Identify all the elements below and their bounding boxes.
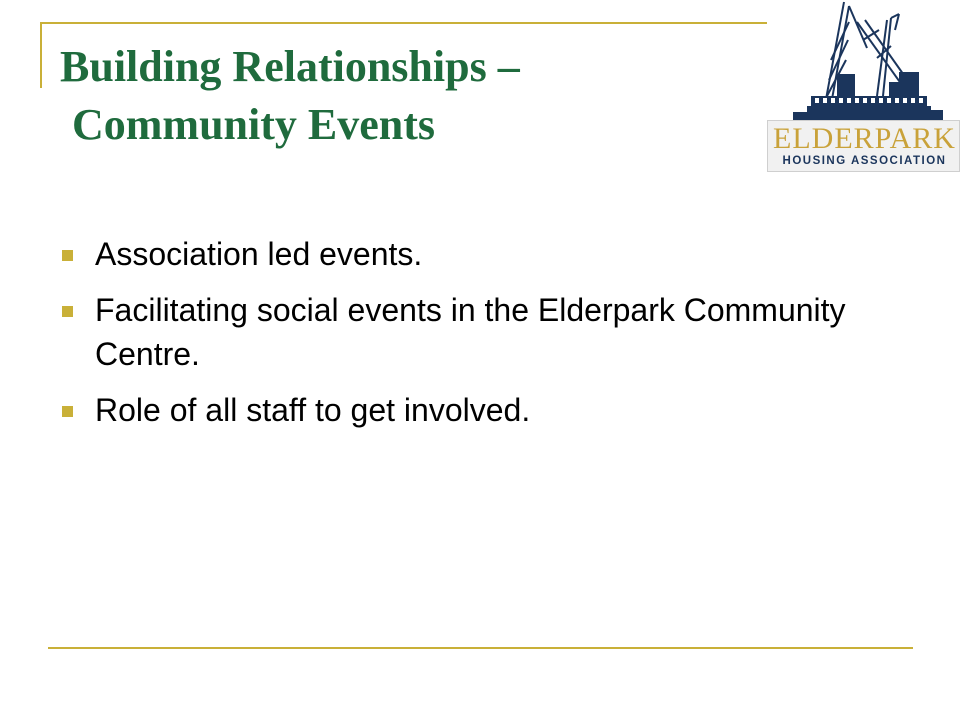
bullet-text: Facilitating social events in the Elderpark Community Centre. — [95, 292, 846, 372]
logo-subtitle: HOUSING ASSOCIATION — [782, 155, 947, 167]
frame-left-rule — [40, 22, 42, 88]
slide-title — [60, 38, 520, 154]
elderpark-logo — [767, 0, 960, 178]
bullet-item — [60, 288, 880, 376]
square-bullet-icon — [62, 306, 73, 317]
bullet-item — [60, 232, 880, 276]
square-bullet-icon — [62, 250, 73, 261]
logo-wordmark — [767, 120, 960, 172]
square-bullet-icon — [62, 406, 73, 417]
crane-shipyard-icon — [767, 0, 960, 122]
footer-rule — [48, 647, 913, 649]
bullet-text: Association led events. — [95, 236, 423, 272]
bullet-text: Role of all staff to get involved. — [95, 392, 531, 428]
logo-name: ELDERPARK — [773, 122, 956, 155]
frame-top-rule — [40, 22, 767, 24]
bullet-item — [60, 388, 880, 432]
title-line-1: Building Relationships – — [60, 42, 520, 91]
title-line-2: Community Events — [72, 100, 436, 149]
bullet-list — [60, 232, 880, 444]
